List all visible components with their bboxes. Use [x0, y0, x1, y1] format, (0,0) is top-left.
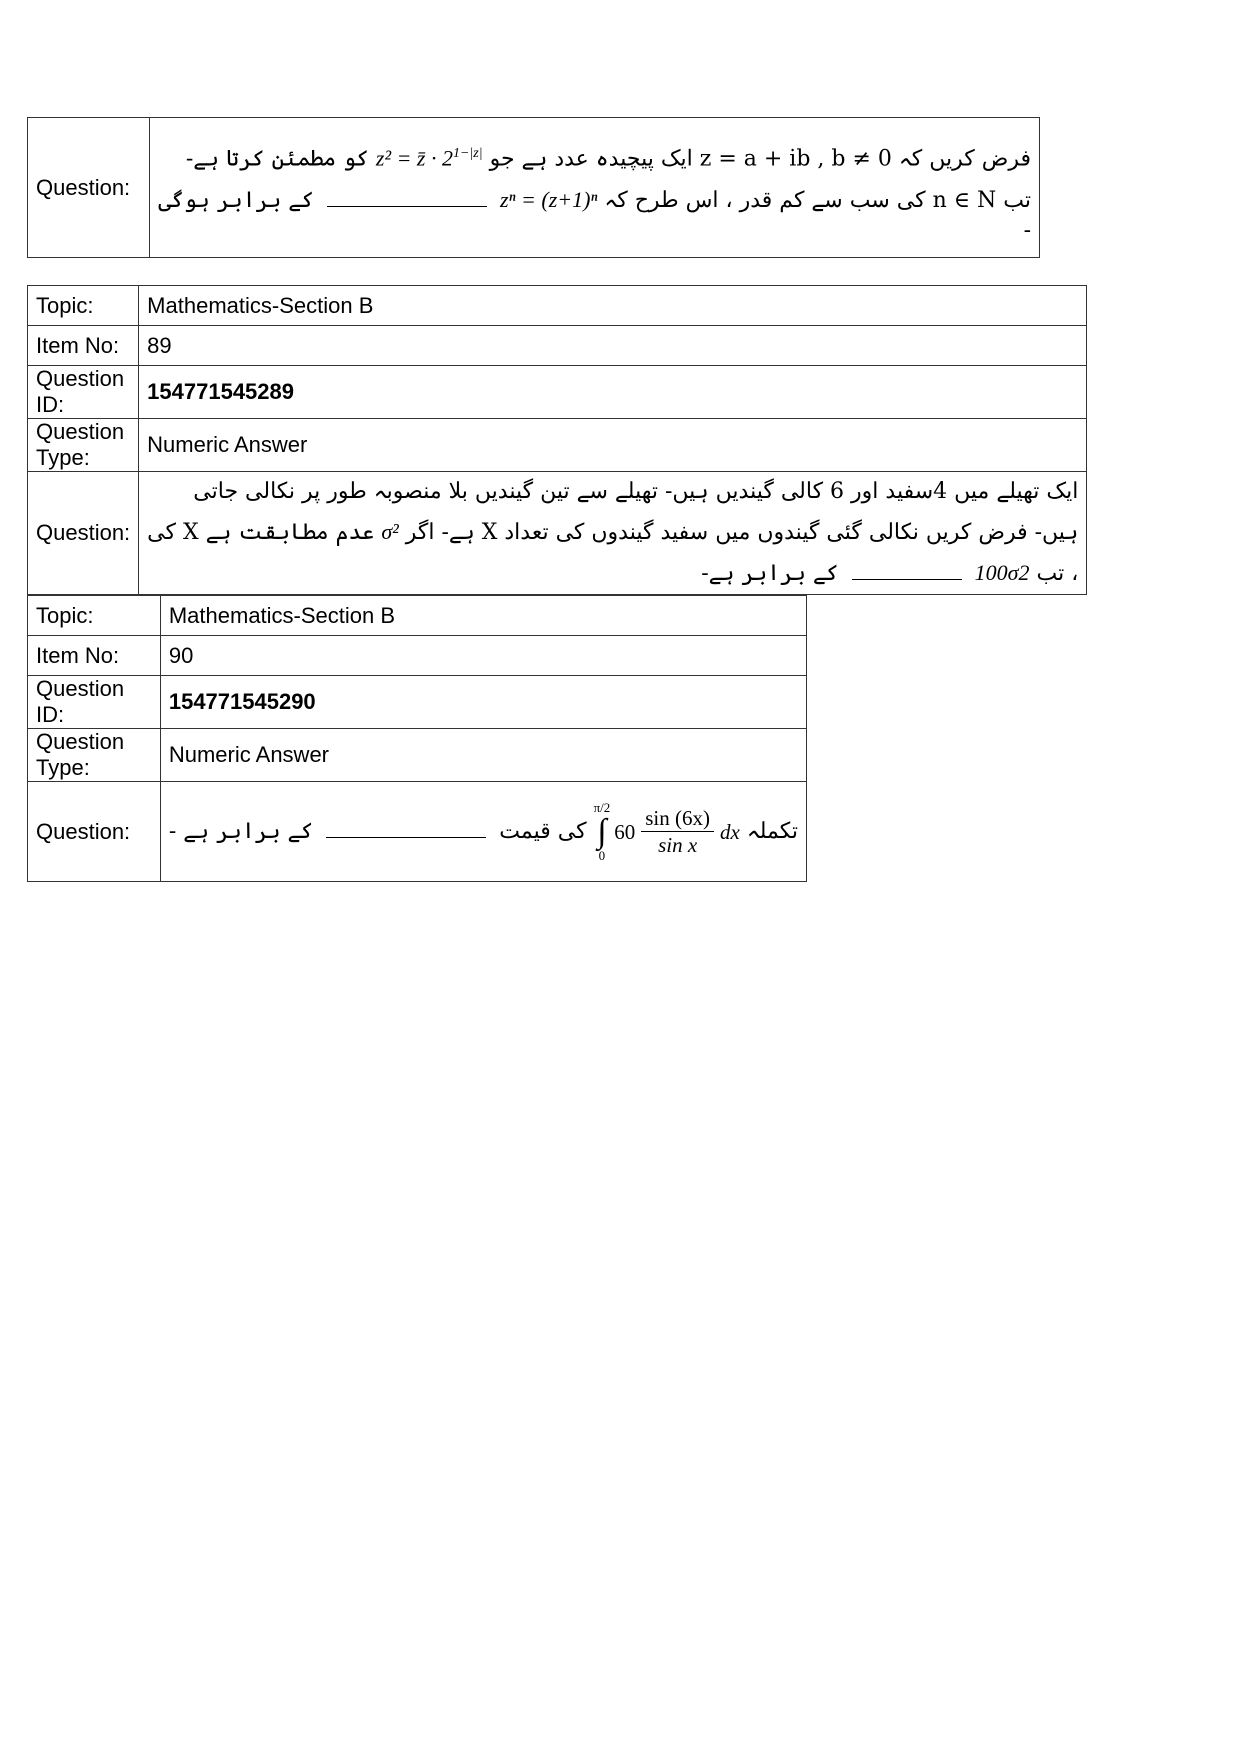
fraction-denominator: sin x — [658, 833, 698, 857]
integrand-fraction — [641, 805, 714, 858]
equation-zn: zⁿ = (z+1)ⁿ — [500, 186, 598, 212]
question-89-line-3: ، تب 100σ2 کے برابر ہے- — [147, 553, 1078, 594]
question-type-row — [28, 419, 1087, 472]
question-id-row — [28, 366, 1087, 419]
question-88-text — [150, 118, 1040, 258]
sigma-squared: σ² — [381, 519, 399, 544]
question-89-line-1: ایک تھیلے میں 4سفید اور 6 کالی گیندیں ہیں- تھیلے سے تین گیندیں بلا منصوبہ طور پر نکالی جاتی — [193, 479, 1079, 504]
item-label: Item No: — [28, 326, 139, 366]
differential-dx: dx — [720, 819, 740, 844]
item-value: 89 — [139, 326, 1087, 366]
question-88-line-2: تب n ∈ N کی سب سے کم قدر ، اس طرح کہ zⁿ = (z+1)ⁿ کے برابر ہوگی — [158, 180, 1031, 221]
question-type-row — [28, 729, 807, 782]
item-row — [28, 326, 1087, 366]
topic-value: Mathematics-Section B — [139, 286, 1087, 326]
answer-blank — [327, 188, 487, 207]
question-89-text — [139, 472, 1087, 595]
question-90-text — [160, 782, 806, 882]
topic-label: Topic: — [28, 286, 139, 326]
question-type-value: Numeric Answer — [139, 419, 1087, 472]
question-id-label: Question ID: — [28, 366, 139, 419]
integral-lower-limit: 0 — [598, 847, 606, 863]
question-id-row — [28, 676, 807, 729]
equation-z-squared: z² = z̄ · $2^{1-|z|}$ — [375, 145, 483, 171]
question-row — [28, 118, 1040, 258]
item-value: 90 — [160, 636, 806, 676]
question-id-label: Question ID: — [28, 676, 161, 729]
expression-100-sigma: 100σ2 — [974, 560, 1030, 585]
question-row — [28, 472, 1087, 595]
question-88-line-3: - — [1023, 217, 1031, 243]
integral-expression — [594, 787, 740, 877]
question-89-line-2: ہیں- فرض کریں نکالی گئی گیندوں میں سفید گیندوں کی تعداد X ہے- اگر σ² عدم مطابقت ہے X کی — [147, 512, 1078, 553]
integral-upper-limit: π/2 — [593, 799, 611, 815]
question-id-value: 154771545289 — [139, 366, 1087, 419]
question-label: Question: — [28, 472, 139, 595]
question-88-table — [27, 117, 1040, 258]
question-label: Question: — [28, 782, 161, 882]
question-label: Question: — [28, 118, 150, 258]
question-id-value: 154771545290 — [160, 676, 806, 729]
question-90-line-1: تکملہ π/2 ∫ 0 60 $\frac{\sin (6x)}{\text{sin x}}$ dx کی قیمت کے برابر ہے - — [169, 787, 798, 877]
topic-label: Topic: — [28, 596, 161, 636]
topic-row — [28, 596, 807, 636]
question-row — [28, 782, 807, 882]
question-type-label: Question Type: — [28, 729, 161, 782]
answer-blank — [326, 819, 486, 838]
question-88-line-1: فرض کریں کہ z = a + ib , b ≠ 0 ایک پیچیدہ عدد ہے جو z² = z̄ · $2^{1-|z|}$ کو مطمئن کرتا ہے- — [158, 134, 1031, 179]
fraction-numerator: sin (6x) — [641, 805, 714, 832]
question-89-table — [27, 285, 1087, 595]
question-type-label: Question Type: — [28, 419, 139, 472]
item-row — [28, 636, 807, 676]
question-type-value: Numeric Answer — [160, 729, 806, 782]
question-90-table — [27, 595, 807, 882]
integral-coefficient: 60 — [614, 819, 636, 844]
integral-sign — [593, 799, 611, 863]
topic-row — [28, 286, 1087, 326]
item-label: Item No: — [28, 636, 161, 676]
topic-value: Mathematics-Section B — [160, 596, 806, 636]
answer-blank — [852, 561, 962, 580]
integral-symbol: ∫ — [597, 812, 607, 850]
